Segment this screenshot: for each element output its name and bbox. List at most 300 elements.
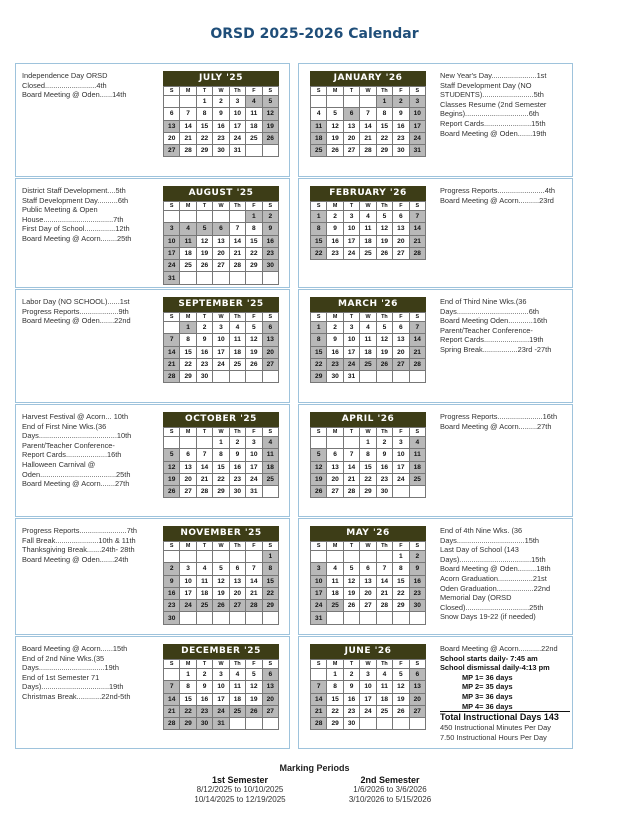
day-cell: 16 xyxy=(197,694,213,706)
empty-cell xyxy=(360,718,376,730)
day-cell: 16 xyxy=(197,347,213,359)
day-cell: 22 xyxy=(327,706,343,718)
month-calendar xyxy=(163,71,279,157)
day-cell: 28 xyxy=(410,359,426,371)
day-cell: 20 xyxy=(360,588,376,600)
day-cell: 18 xyxy=(180,248,196,260)
day-cell: 13 xyxy=(263,334,279,346)
month-grid xyxy=(310,86,426,157)
day-cell: 17 xyxy=(164,248,180,260)
weekday-header: W xyxy=(213,428,229,437)
day-cell: 28 xyxy=(410,248,426,260)
day-cell: 20 xyxy=(180,474,196,486)
event-line: Closed.........................4th xyxy=(22,80,107,90)
event-line: Days...................................6th xyxy=(440,306,539,316)
day-cell: 1 xyxy=(311,322,327,334)
day-cell: 22 xyxy=(377,133,393,145)
day-cell: 23 xyxy=(263,248,279,260)
day-cell: 25 xyxy=(327,600,343,612)
weekday-header: S xyxy=(263,428,279,437)
day-cell: 2 xyxy=(213,96,229,108)
day-cell: 19 xyxy=(197,248,213,260)
event-line: Oden Graduation..................22nd xyxy=(440,583,551,593)
left-events xyxy=(22,526,160,564)
weekday-header: M xyxy=(327,87,343,96)
day-cell: 3 xyxy=(213,669,229,681)
day-cell: 24 xyxy=(180,600,196,612)
day-cell: 11 xyxy=(360,334,376,346)
month-calendar xyxy=(163,644,279,730)
day-cell: 1 xyxy=(263,551,279,563)
day-cell: 21 xyxy=(311,706,327,718)
day-cell: 31 xyxy=(230,145,246,157)
day-cell: 7 xyxy=(246,563,262,575)
empty-cell xyxy=(230,371,246,383)
empty-cell xyxy=(311,96,327,108)
month-grid xyxy=(163,427,279,498)
weekday-header: S xyxy=(164,313,180,322)
day-cell: 8 xyxy=(180,681,196,693)
event-line: School dismissal daily-4:13 pm xyxy=(440,663,550,673)
weekday-header: S xyxy=(311,202,327,211)
right-events xyxy=(440,297,570,355)
day-cell: 24 xyxy=(164,260,180,272)
day-cell: 7 xyxy=(344,449,360,461)
right-events xyxy=(440,186,570,205)
empty-cell xyxy=(213,371,229,383)
empty-cell xyxy=(180,272,196,284)
day-cell: 16 xyxy=(263,236,279,248)
day-cell: 3 xyxy=(344,322,360,334)
event-line: Progress Reports......................16th xyxy=(440,412,558,421)
day-cell: 31 xyxy=(213,718,229,730)
day-cell: 25 xyxy=(360,248,376,260)
day-cell: 11 xyxy=(263,449,279,461)
day-cell: 11 xyxy=(410,449,426,461)
empty-cell xyxy=(213,272,229,284)
second-semester xyxy=(300,775,480,805)
day-cell: 26 xyxy=(327,145,343,157)
event-line: Oden.....................................25th xyxy=(22,469,131,479)
day-cell: 6 xyxy=(263,669,279,681)
empty-cell xyxy=(263,272,279,284)
day-cell: 26 xyxy=(246,706,262,718)
day-cell: 18 xyxy=(327,588,343,600)
empty-cell xyxy=(263,145,279,157)
day-cell: 12 xyxy=(344,576,360,588)
day-cell: 3 xyxy=(213,322,229,334)
event-line: Progress Reports...................9th xyxy=(22,306,129,316)
empty-cell xyxy=(393,612,409,624)
day-cell: 3 xyxy=(410,96,426,108)
empty-cell xyxy=(230,551,246,563)
day-cell: 19 xyxy=(213,588,229,600)
weekday-header: Th xyxy=(230,202,246,211)
event-line: MP 2= 35 days xyxy=(462,682,513,692)
day-cell: 7 xyxy=(164,681,180,693)
weekday-header: W xyxy=(213,202,229,211)
day-cell: 2 xyxy=(377,437,393,449)
day-cell: 14 xyxy=(164,694,180,706)
day-cell: 1 xyxy=(213,437,229,449)
day-cell: 29 xyxy=(360,486,376,498)
day-cell: 10 xyxy=(246,449,262,461)
day-cell: 8 xyxy=(327,681,343,693)
day-cell: 30 xyxy=(344,718,360,730)
event-line: Progress Reports.......................4th xyxy=(440,186,556,195)
event-line: End of 1st Semester 71 xyxy=(22,672,100,682)
event-line: Days).................................19th xyxy=(22,682,124,692)
day-cell: 18 xyxy=(246,121,262,133)
empty-cell xyxy=(311,669,327,681)
day-cell: 28 xyxy=(377,600,393,612)
empty-cell xyxy=(410,486,426,498)
day-cell: 24 xyxy=(246,474,262,486)
day-cell: 23 xyxy=(327,359,343,371)
day-cell: 24 xyxy=(344,248,360,260)
month-calendar xyxy=(163,526,279,625)
month-header: OCTOBER '25 xyxy=(163,412,279,427)
day-cell: 26 xyxy=(246,359,262,371)
day-cell: 4 xyxy=(410,437,426,449)
event-line: Halloween Carnival @ xyxy=(22,459,96,469)
weekday-header: T xyxy=(197,660,213,669)
day-cell: 22 xyxy=(311,248,327,260)
weekday-header: F xyxy=(246,428,262,437)
day-cell: 4 xyxy=(180,223,196,235)
day-cell: 8 xyxy=(263,563,279,575)
day-cell: 20 xyxy=(164,133,180,145)
day-cell: 6 xyxy=(327,449,343,461)
weekday-header: Th xyxy=(230,313,246,322)
day-cell: 10 xyxy=(213,334,229,346)
day-cell: 21 xyxy=(230,248,246,260)
weekday-header: S xyxy=(263,202,279,211)
day-cell: 20 xyxy=(327,474,343,486)
event-line: Fall Break.....................10th & 11th xyxy=(22,535,136,545)
day-cell: 24 xyxy=(230,133,246,145)
day-cell: 23 xyxy=(393,133,409,145)
day-cell: 6 xyxy=(180,449,196,461)
day-cell: 19 xyxy=(393,694,409,706)
weekday-header: T xyxy=(344,428,360,437)
event-line: MP 4= 36 days xyxy=(462,701,513,711)
weekday-header: S xyxy=(410,660,426,669)
second-semester-line: 1/6/2026 to 3/6/2026 xyxy=(353,785,427,794)
weekday-header: S xyxy=(410,542,426,551)
day-cell: 1 xyxy=(360,437,376,449)
day-cell: 9 xyxy=(197,334,213,346)
weekday-header: S xyxy=(263,542,279,551)
day-cell: 5 xyxy=(164,449,180,461)
day-cell: 14 xyxy=(164,347,180,359)
day-cell: 30 xyxy=(327,371,343,383)
day-cell: 5 xyxy=(213,563,229,575)
day-cell: 5 xyxy=(377,322,393,334)
day-cell: 1 xyxy=(327,669,343,681)
day-cell: 11 xyxy=(377,681,393,693)
day-cell: 11 xyxy=(327,576,343,588)
day-cell: 14 xyxy=(180,121,196,133)
day-cell: 12 xyxy=(393,681,409,693)
month-grid xyxy=(310,659,426,730)
day-cell: 21 xyxy=(197,474,213,486)
day-cell: 1 xyxy=(377,96,393,108)
empty-cell xyxy=(197,437,213,449)
day-cell: 9 xyxy=(344,681,360,693)
day-cell: 2 xyxy=(344,669,360,681)
event-line: Board Meeting @ Acorn......15th xyxy=(22,644,128,653)
day-cell: 1 xyxy=(246,211,262,223)
weekday-header: S xyxy=(311,313,327,322)
day-cell: 27 xyxy=(393,248,409,260)
day-cell: 30 xyxy=(263,260,279,272)
day-cell: 8 xyxy=(213,449,229,461)
empty-cell xyxy=(393,718,409,730)
day-cell: 15 xyxy=(197,121,213,133)
day-cell: 1 xyxy=(393,551,409,563)
event-line: MP 3= 36 days xyxy=(462,691,513,701)
day-cell: 22 xyxy=(180,359,196,371)
day-cell: 22 xyxy=(263,588,279,600)
weekday-header: S xyxy=(311,87,327,96)
day-cell: 12 xyxy=(213,576,229,588)
event-line: End of 2nd Nine Wks.(35 xyxy=(22,653,105,663)
weekday-header: Th xyxy=(377,202,393,211)
empty-cell xyxy=(393,486,409,498)
event-line: Total Instructional Days 143 xyxy=(440,711,570,723)
day-cell: 9 xyxy=(213,108,229,120)
empty-cell xyxy=(246,551,262,563)
empty-cell xyxy=(246,145,262,157)
day-cell: 16 xyxy=(327,236,343,248)
weekday-header: F xyxy=(393,542,409,551)
empty-cell xyxy=(344,612,360,624)
month-grid xyxy=(163,86,279,157)
weekday-header: Th xyxy=(377,87,393,96)
day-cell: 3 xyxy=(164,223,180,235)
event-line: Days................................19th xyxy=(22,663,119,673)
right-events xyxy=(440,644,570,742)
event-line: Spring Break.................23rd -27th xyxy=(440,344,552,354)
empty-cell xyxy=(377,551,393,563)
weekday-header: S xyxy=(263,313,279,322)
day-cell: 23 xyxy=(377,474,393,486)
weekday-header: Th xyxy=(377,313,393,322)
day-cell: 14 xyxy=(246,576,262,588)
event-line: Staff Development Day..........6th xyxy=(22,195,129,205)
day-cell: 6 xyxy=(393,211,409,223)
empty-cell xyxy=(263,718,279,730)
weekday-header: M xyxy=(180,202,196,211)
day-cell: 12 xyxy=(327,121,343,133)
day-cell: 25 xyxy=(246,133,262,145)
weekday-header: S xyxy=(164,428,180,437)
day-cell: 3 xyxy=(180,563,196,575)
empty-cell xyxy=(180,437,196,449)
day-cell: 29 xyxy=(377,145,393,157)
day-cell: 30 xyxy=(393,145,409,157)
empty-cell xyxy=(344,437,360,449)
day-cell: 20 xyxy=(213,248,229,260)
day-cell: 31 xyxy=(311,612,327,624)
weekday-header: F xyxy=(246,313,262,322)
left-events xyxy=(22,186,160,244)
weekday-header: W xyxy=(213,87,229,96)
empty-cell xyxy=(213,211,229,223)
weekday-header: M xyxy=(180,542,196,551)
event-line: Board Meeting Oden............16th xyxy=(440,316,548,326)
day-cell: 24 xyxy=(410,133,426,145)
weekday-header: S xyxy=(263,87,279,96)
event-line: Board Meeting @ Oden.........18th xyxy=(440,564,551,574)
day-cell: 12 xyxy=(246,681,262,693)
weekday-header: T xyxy=(344,660,360,669)
day-cell: 11 xyxy=(360,223,376,235)
day-cell: 18 xyxy=(410,462,426,474)
day-cell: 23 xyxy=(410,588,426,600)
event-line: Progress Reports.......................7th xyxy=(22,526,138,535)
day-cell: 6 xyxy=(393,322,409,334)
empty-cell xyxy=(246,718,262,730)
day-cell: 29 xyxy=(263,600,279,612)
event-line: End of 4th Nine Wks. (36 xyxy=(440,526,523,535)
day-cell: 5 xyxy=(344,563,360,575)
weekday-header: S xyxy=(311,428,327,437)
day-cell: 12 xyxy=(377,223,393,235)
month-header: MAY '26 xyxy=(310,526,426,541)
weekday-header: M xyxy=(327,660,343,669)
weekday-header: F xyxy=(246,202,262,211)
day-cell: 4 xyxy=(377,669,393,681)
day-cell: 15 xyxy=(180,694,196,706)
day-cell: 27 xyxy=(393,359,409,371)
day-cell: 25 xyxy=(230,359,246,371)
event-line: Board Meeting @ Acorn........25th xyxy=(22,233,132,243)
day-cell: 10 xyxy=(180,576,196,588)
day-cell: 9 xyxy=(377,449,393,461)
day-cell: 19 xyxy=(327,133,343,145)
day-cell: 18 xyxy=(311,133,327,145)
empty-cell xyxy=(164,669,180,681)
day-cell: 26 xyxy=(164,486,180,498)
day-cell: 2 xyxy=(197,669,213,681)
day-cell: 27 xyxy=(410,706,426,718)
month-calendar xyxy=(163,412,279,498)
day-cell: 16 xyxy=(393,121,409,133)
day-cell: 3 xyxy=(344,211,360,223)
day-cell: 10 xyxy=(213,681,229,693)
empty-cell xyxy=(164,96,180,108)
event-line: Last Day of School (143 xyxy=(440,545,519,555)
day-cell: 13 xyxy=(213,236,229,248)
weekday-header: T xyxy=(197,542,213,551)
day-cell: 7 xyxy=(410,211,426,223)
day-cell: 17 xyxy=(213,694,229,706)
day-cell: 10 xyxy=(393,449,409,461)
day-cell: 22 xyxy=(360,474,376,486)
event-line: Report Cards....................16th xyxy=(22,450,122,460)
day-cell: 28 xyxy=(246,600,262,612)
day-cell: 7 xyxy=(180,108,196,120)
day-cell: 27 xyxy=(164,145,180,157)
day-cell: 8 xyxy=(197,108,213,120)
day-cell: 8 xyxy=(180,334,196,346)
empty-cell xyxy=(360,551,376,563)
month-grid xyxy=(163,659,279,730)
event-line: Parent/Teacher Conference- xyxy=(440,325,533,335)
day-cell: 4 xyxy=(246,96,262,108)
month-header: SEPTEMBER '25 xyxy=(163,297,279,312)
month-grid xyxy=(163,312,279,383)
day-cell: 2 xyxy=(263,211,279,223)
day-cell: 29 xyxy=(393,600,409,612)
day-cell: 21 xyxy=(360,133,376,145)
month-grid xyxy=(310,201,426,260)
day-cell: 8 xyxy=(311,334,327,346)
day-cell: 13 xyxy=(180,462,196,474)
day-cell: 23 xyxy=(197,706,213,718)
first-semester-line: 10/14/2025 to 12/19/2025 xyxy=(194,795,286,804)
weekday-header: W xyxy=(360,202,376,211)
day-cell: 5 xyxy=(246,322,262,334)
weekday-header: Th xyxy=(230,542,246,551)
weekday-header: W xyxy=(360,313,376,322)
month-grid xyxy=(310,312,426,383)
weekday-header: W xyxy=(360,87,376,96)
month-calendar xyxy=(310,412,426,498)
weekday-header: Th xyxy=(377,660,393,669)
day-cell: 13 xyxy=(393,334,409,346)
day-cell: 9 xyxy=(410,563,426,575)
day-cell: 17 xyxy=(393,462,409,474)
day-cell: 23 xyxy=(230,474,246,486)
weekday-header: S xyxy=(164,202,180,211)
empty-cell xyxy=(327,612,343,624)
day-cell: 2 xyxy=(197,322,213,334)
day-cell: 6 xyxy=(410,669,426,681)
day-cell: 4 xyxy=(327,563,343,575)
event-line: Board Meeting @ Oden.......22nd xyxy=(22,316,131,326)
day-cell: 20 xyxy=(263,347,279,359)
day-cell: 25 xyxy=(180,260,196,272)
weekday-header: T xyxy=(197,202,213,211)
empty-cell xyxy=(263,612,279,624)
empty-cell xyxy=(164,211,180,223)
month-calendar xyxy=(310,71,426,157)
weekday-header: S xyxy=(311,660,327,669)
left-events xyxy=(22,412,160,489)
day-cell: 17 xyxy=(180,588,196,600)
day-cell: 28 xyxy=(180,145,196,157)
day-cell: 23 xyxy=(164,600,180,612)
event-line: House..................................7th xyxy=(22,214,124,224)
day-cell: 30 xyxy=(197,371,213,383)
event-line: First Day of School...............12th xyxy=(22,224,130,234)
weekday-header: S xyxy=(164,542,180,551)
event-line: Report Cards.......................15th xyxy=(440,118,546,128)
day-cell: 6 xyxy=(164,108,180,120)
weekday-header: T xyxy=(344,542,360,551)
day-cell: 2 xyxy=(393,96,409,108)
empty-cell xyxy=(180,612,196,624)
day-cell: 6 xyxy=(344,108,360,120)
weekday-header: F xyxy=(393,428,409,437)
weekday-header: F xyxy=(246,660,262,669)
day-cell: 30 xyxy=(164,612,180,624)
left-events xyxy=(22,297,160,326)
weekday-header: M xyxy=(180,313,196,322)
